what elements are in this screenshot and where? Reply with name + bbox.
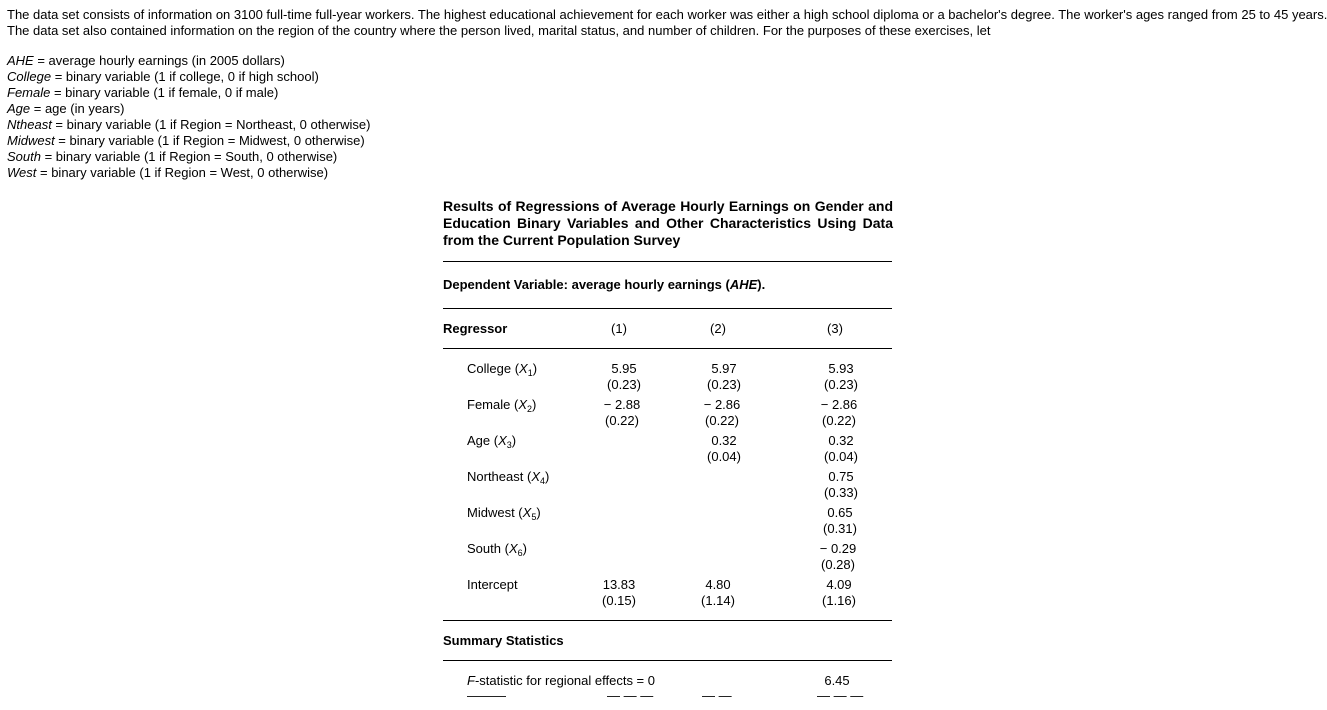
definition-college: College = binary variable (1 if college, 0 if high school) <box>7 69 319 84</box>
clipped-next-row: ——— — — — — — — — — <box>467 688 864 703</box>
row-label-northeast: Northeast $(X_4)$ <box>467 469 550 486</box>
cell-college-1: 5.95 (0.23) <box>607 361 641 392</box>
definition-ntheast: Ntheast = binary variable (1 if Region = Northeast, 0 otherwise) <box>7 117 371 132</box>
row-label-college: College $(X_1)$ <box>467 361 538 378</box>
rule-header <box>443 348 892 349</box>
definition-west: West = binary variable (1 if Region = West, 0 otherwise) <box>7 165 329 180</box>
row-label-south: South $(X_6)$ <box>467 541 527 558</box>
cell-age-3: 0.32 (0.04) <box>824 433 858 464</box>
row-label-female: Female $(X_2)$ <box>467 397 537 414</box>
column-header-2: (2) <box>710 321 726 336</box>
intro-line-1: The data set consists of information on 3100 full-time full-year workers. The highest educational achievement for each worker was either a high school diploma or a bachelor's degree. The worker's ages ranged from 25 to 45 years. <box>7 7 1327 22</box>
definition-ahe: AHE = average hourly earnings (in 2005 dollars) <box>7 53 285 68</box>
cell-intercept-3: 4.09 (1.16) <box>822 577 856 608</box>
column-header-3: (3) <box>827 321 843 336</box>
row-label-fstat: F-statistic for regional effects = 0 <box>467 673 655 688</box>
cell-female-3: − 2.86 (0.22) <box>820 397 858 428</box>
cell-age-2: 0.32 (0.04) <box>707 433 741 464</box>
cell-college-2: 5.97 (0.23) <box>707 361 741 392</box>
cell-fstat-3: 6.45 <box>824 673 850 688</box>
intro-text <box>7 7 1327 39</box>
definition-age: Age = age (in years) <box>7 101 125 116</box>
cell-south-3: − 0.29 (0.28) <box>819 541 857 572</box>
definition-female: Female = binary variable (1 if female, 0 if male) <box>7 85 279 100</box>
column-header-1: (1) <box>611 321 627 336</box>
cell-female-1: − 2.88 (0.22) <box>603 397 641 428</box>
row-label-intercept: Intercept <box>467 577 518 592</box>
table-title: Results of Regressions of Average Hourly Earnings on Gender and Education Binary Variables and Other Characteristics Using Data from the Current Population Survey <box>443 198 893 248</box>
cell-female-2: − 2.86 (0.22) <box>703 397 741 428</box>
regressor-header: Regressor <box>443 321 508 336</box>
dependent-variable-heading: Dependent Variable: average hourly earnings (AHE). <box>443 277 766 292</box>
rule-summary-bottom <box>443 660 892 661</box>
variable-definitions <box>7 53 370 181</box>
row-label-age: Age $(X_3)$ <box>467 433 517 450</box>
cell-midwest-3: 0.65 (0.31) <box>823 505 857 536</box>
rule-dependent <box>443 308 892 309</box>
cell-intercept-1: 13.83 (0.15) <box>602 577 636 608</box>
rule-summary-top <box>443 620 892 621</box>
cell-northeast-3: 0.75 (0.33) <box>824 469 858 500</box>
cell-college-3: 5.93 (0.23) <box>824 361 858 392</box>
intro-line-2: The data set also contained information on the region of the country where the person lived, marital status, and number of children. For the purposes of these exercises, let <box>7 23 991 38</box>
cell-intercept-2: 4.80 (1.14) <box>701 577 735 608</box>
definition-midwest: Midwest = binary variable (1 if Region = Midwest, 0 otherwise) <box>7 133 365 148</box>
summary-statistics-heading: Summary Statistics <box>443 633 564 648</box>
rule-top <box>443 261 892 262</box>
row-label-midwest: Midwest $(X_5)$ <box>467 505 541 522</box>
definition-south: South = binary variable (1 if Region = South, 0 otherwise) <box>7 149 338 164</box>
